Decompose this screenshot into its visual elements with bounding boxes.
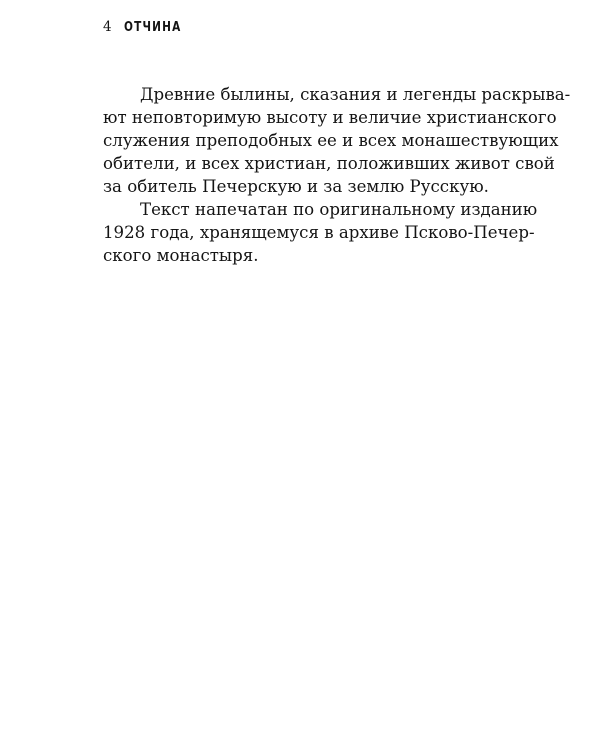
text-line: 1928 года, хранящемуся в архиве Псково-Печер- (103, 223, 535, 242)
paragraph-2 (103, 198, 538, 267)
body-text (103, 83, 571, 267)
text-line: служения преподобных ее и всех монашествующих (103, 131, 559, 150)
running-head-title: ОТЧИНА (124, 19, 182, 35)
text-line: Древние былины, сказания и легенды раскрыва- (140, 85, 571, 104)
page-number: 4 (103, 19, 113, 35)
text-line: ского монастыря. (103, 246, 259, 265)
text-line: Текст напечатан по оригинальному изданию (140, 200, 538, 219)
text-line: ют неповторимую высоту и величие христианского (103, 108, 557, 127)
text-line: обители, и всех христиан, положивших живот свой (103, 154, 555, 173)
text-line: за обитель Печерскую и за землю Русскую. (103, 177, 489, 196)
paragraph-1 (103, 83, 571, 198)
running-head (103, 18, 198, 36)
